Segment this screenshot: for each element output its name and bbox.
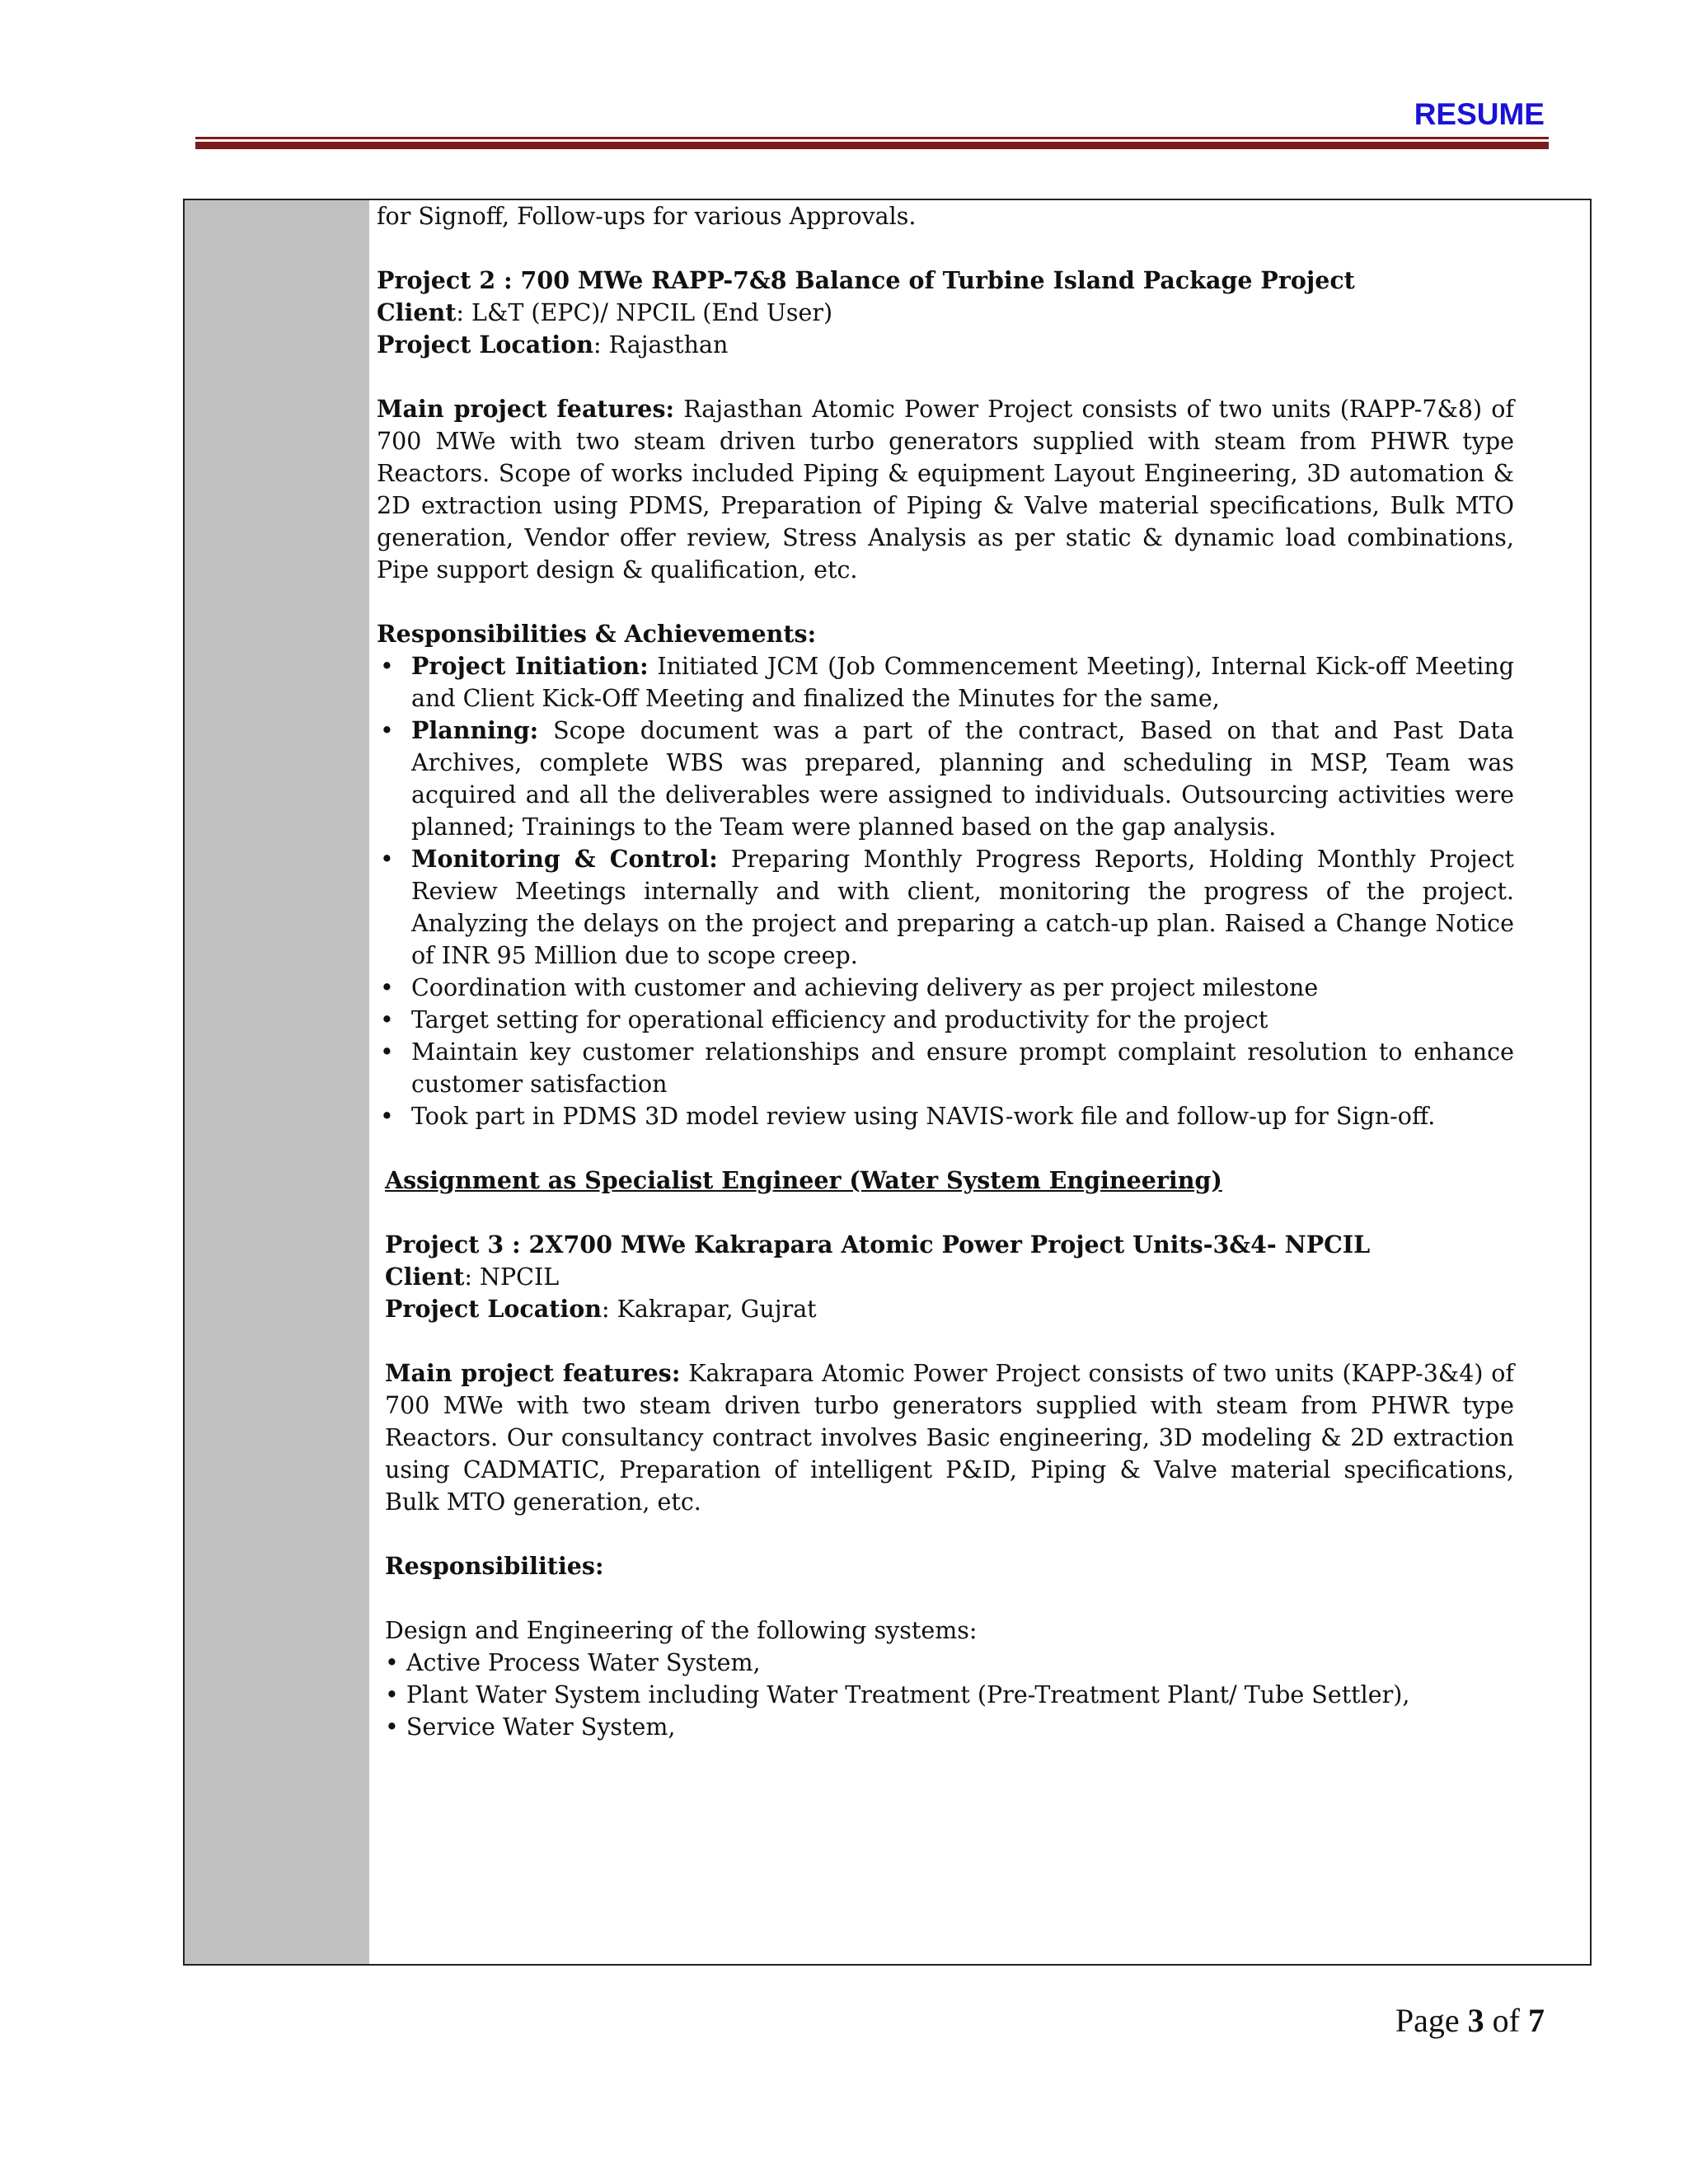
list-item: • Plant Water System including Water Treatment (Pre-Treatment Plant/ Tube Settler), [385, 1681, 1410, 1708]
list-item: • Took part in PDMS 3D model review using NAVIS-work file and follow-up for Sign-off. [380, 1103, 1436, 1130]
list-item: • Maintain key customer relationships and ensure prompt complaint resolution to enhance customer satisfaction [380, 1038, 1514, 1098]
design-intro: Design and Engineering of the following systems: [385, 1617, 978, 1644]
project3-features: Main project features: Kakrapara Atomic Power Project consists of two units (KAPP-3&4) of 700 MWe with two steam driven turbo generators supplied with steam from PHWR type Reactors. Our consultancy contract involves Basic engineering, 3D modeling & 2D extraction using CADMATIC, Preparation of intelligent P&ID, Piping & Valve material specifications, Bulk MTO generation, etc. [385, 1359, 1515, 1516]
project3-location: Project Location: Kakrapar, Gujrat [385, 1295, 817, 1323]
project2-location: Project Location: Rajasthan [377, 330, 729, 359]
project2-resp-list [377, 650, 1514, 1132]
assignment-heading: Assignment as Specialist Engineer (Water System Engineering) [385, 1166, 1222, 1194]
list-item: • Project Initiation: Initiated JCM (Job Commencement Meeting), Internal Kick-off Meeting and Client Kick-Off Meeting and finalized the Minutes for the same, [380, 652, 1515, 712]
project3-title: Project 3 : 2X700 MWe Kakrapara Atomic Power Project Units-3&4- NPCIL [385, 1230, 1371, 1258]
header-rule-thick [195, 142, 1549, 149]
project2-resp-heading: Responsibilities & Achievements: [377, 620, 817, 648]
content-frame [183, 199, 1592, 1966]
page-header-title: RESUME [1414, 97, 1545, 131]
left-sidebar-column [185, 200, 369, 1964]
list-item: • Planning: Scope document was a part of the contract, Based on that and Past Data Archives, complete WBS was prepared, planning and scheduling in MSP, Team was acquired and all the deliverables were assigned to individuals. Outsourcing activities were planned; Trainings to the Team were planned based on the gap analysis. [380, 716, 1514, 841]
main-content [377, 200, 1514, 1743]
list-item: • Target setting for operational efficiency and productivity for the project [380, 1006, 1268, 1033]
list-item: • Coordination with customer and achieving delivery as per project milestone [380, 974, 1319, 1001]
list-item: • Active Process Water System, [385, 1649, 761, 1676]
project3-client: Client: NPCIL [385, 1263, 560, 1291]
continued-line: for Signoff, Follow-ups for various Approvals. [377, 203, 917, 230]
project3-resp-heading: Responsibilities: [385, 1552, 604, 1580]
project2-title: Project 2 : 700 MWe RAPP-7&8 Balance of Turbine Island Package Project [377, 266, 1355, 294]
list-item: • Monitoring & Control: Preparing Monthly Progress Reports, Holding Monthly Project Review Meetings internally and with client, monitoring the progress of the project. Analyzing the delays on the project and preparing a catch-up plan. Raised a Change Notice of INR 95 Million due to scope creep. [380, 845, 1514, 969]
project2-client: Client: L&T (EPC)/ NPCIL (End User) [377, 298, 833, 326]
header-rule-thin [195, 137, 1549, 139]
page-number: Page 3 of 7 [1395, 2002, 1545, 2039]
project2-features: Main project features: Rajasthan Atomic Power Project consists of two units (RAPP-7&8) of 700 MWe with two steam driven turbo generators supplied with steam from PHWR type Reactors. Scope of works included Piping & equipment Layout Engineering, 3D automation & 2D extraction using PDMS, Preparation of Piping & Valve material specifications, Bulk MTO generation, Vendor offer review, Stress Analysis as per static & dynamic load combinations, Pipe support design & qualification, etc. [377, 395, 1514, 583]
list-item: • Service Water System, [385, 1713, 676, 1741]
